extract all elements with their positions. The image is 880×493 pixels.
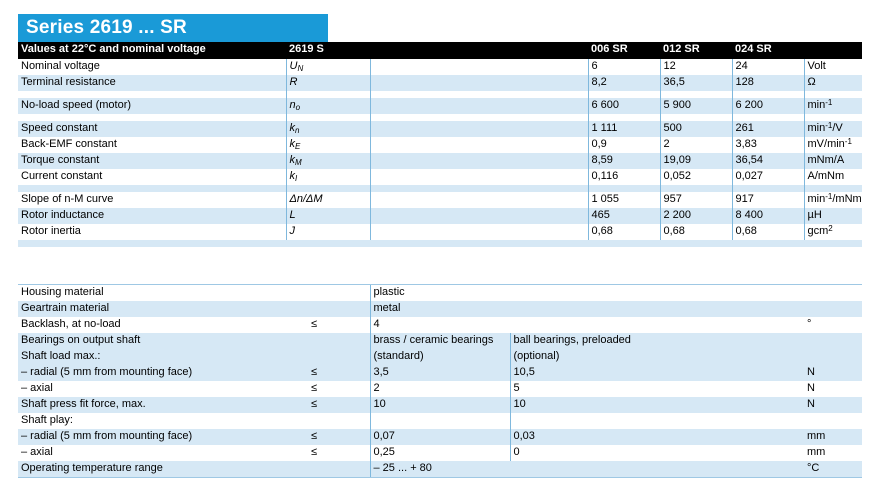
spacer-cell bbox=[18, 185, 286, 192]
value-024sr: 0,027 bbox=[732, 169, 804, 185]
table-header-row bbox=[18, 42, 862, 59]
table-separator-gap bbox=[18, 260, 862, 284]
spacer-cell bbox=[286, 185, 370, 192]
value-024sr: 917 bbox=[732, 192, 804, 208]
motor-values-table bbox=[18, 42, 862, 247]
row-unit: mNm/A bbox=[804, 153, 862, 169]
table-row bbox=[18, 121, 862, 137]
row-label: Terminal resistance bbox=[18, 75, 286, 91]
spec-label: Shaft press fit force, max. bbox=[18, 397, 308, 413]
spec-label: Shaft play: bbox=[18, 413, 308, 429]
spacer-cell bbox=[732, 240, 804, 247]
page-title-bar bbox=[18, 14, 328, 42]
spec-value-standard: 3,5 bbox=[370, 365, 510, 381]
table-row bbox=[18, 461, 862, 478]
value-012sr: 36,5 bbox=[660, 75, 732, 91]
table-row bbox=[18, 429, 862, 445]
spacer-cell bbox=[660, 91, 732, 98]
table-row bbox=[18, 153, 862, 169]
row-label: Rotor inertia bbox=[18, 224, 286, 240]
header-values: Values at 22°C and nominal voltage bbox=[18, 42, 286, 59]
page-title: Series 2619 ... SR bbox=[26, 17, 187, 38]
spacer-cell bbox=[588, 185, 660, 192]
row-label: Slope of n-M curve bbox=[18, 192, 286, 208]
table-row bbox=[18, 98, 862, 114]
row-symbol: L bbox=[286, 208, 370, 224]
spacer-cell bbox=[660, 114, 732, 121]
value-006sr: 8,59 bbox=[588, 153, 660, 169]
value-012sr: 2 200 bbox=[660, 208, 732, 224]
table-row bbox=[18, 192, 862, 208]
row-spacer bbox=[370, 192, 588, 208]
row-symbol: Δn/ΔM bbox=[286, 192, 370, 208]
table-row bbox=[18, 365, 862, 381]
value-024sr: 36,54 bbox=[732, 153, 804, 169]
spec-unit bbox=[804, 349, 862, 365]
spec-value-optional: 10 bbox=[510, 397, 804, 413]
spec-unit bbox=[804, 413, 862, 429]
table-row bbox=[18, 317, 862, 333]
spec-value-optional: 0 bbox=[510, 445, 804, 461]
spec-label: Housing material bbox=[18, 285, 308, 302]
row-spacer bbox=[370, 137, 588, 153]
value-012sr: 500 bbox=[660, 121, 732, 137]
header-024sr: 024 SR bbox=[732, 42, 804, 59]
row-label: Nominal voltage bbox=[18, 59, 286, 75]
spacer-cell bbox=[732, 185, 804, 192]
spec-operator: ≤ bbox=[308, 445, 370, 461]
value-024sr: 8 400 bbox=[732, 208, 804, 224]
row-spacer bbox=[370, 169, 588, 185]
row-symbol: kI bbox=[286, 169, 370, 185]
spec-value-standard: plastic bbox=[370, 285, 510, 302]
table-row bbox=[18, 208, 862, 224]
spacer-cell bbox=[660, 240, 732, 247]
row-unit: gcm$^2$ bbox=[804, 224, 862, 240]
value-006sr: 0,9 bbox=[588, 137, 660, 153]
spec-operator bbox=[308, 333, 370, 349]
spec-value-optional: 10,5 bbox=[510, 365, 804, 381]
table-row bbox=[18, 445, 862, 461]
spec-value-optional bbox=[510, 285, 804, 302]
spec-label: – axial bbox=[18, 381, 308, 397]
value-012sr: 957 bbox=[660, 192, 732, 208]
spec-operator: ≤ bbox=[308, 365, 370, 381]
row-symbol: J bbox=[286, 224, 370, 240]
value-024sr: 0,68 bbox=[732, 224, 804, 240]
value-006sr: 465 bbox=[588, 208, 660, 224]
spec-value-standard: 10 bbox=[370, 397, 510, 413]
table-row bbox=[18, 169, 862, 185]
spacer-cell bbox=[286, 240, 370, 247]
spec-label: Shaft load max.: bbox=[18, 349, 308, 365]
value-012sr: 5 900 bbox=[660, 98, 732, 114]
table-row bbox=[18, 224, 862, 240]
value-006sr: 8,2 bbox=[588, 75, 660, 91]
row-unit: $\min^{-1}$ bbox=[804, 98, 862, 114]
header-006sr: 006 SR bbox=[588, 42, 660, 59]
row-unit: A/mNm bbox=[804, 169, 862, 185]
spec-label: Bearings on output shaft bbox=[18, 333, 308, 349]
spec-unit bbox=[804, 301, 862, 317]
spec-value-optional: (optional) bbox=[510, 349, 804, 365]
spec-value-standard: 0,25 bbox=[370, 445, 510, 461]
spec-value-standard bbox=[370, 413, 510, 429]
value-012sr: 2 bbox=[660, 137, 732, 153]
row-label: Rotor inductance bbox=[18, 208, 286, 224]
spec-operator bbox=[308, 349, 370, 365]
value-006sr: 0,68 bbox=[588, 224, 660, 240]
spec-operator bbox=[308, 413, 370, 429]
row-label: Current constant bbox=[18, 169, 286, 185]
spec-value-optional bbox=[510, 317, 804, 333]
spec-label: – radial (5 mm from mounting face) bbox=[18, 429, 308, 445]
value-006sr: 1 055 bbox=[588, 192, 660, 208]
spacer-row bbox=[18, 185, 862, 192]
spec-unit: °C bbox=[804, 461, 862, 478]
value-012sr: 0,052 bbox=[660, 169, 732, 185]
header-unit bbox=[804, 42, 862, 59]
spec-label: – radial (5 mm from mounting face) bbox=[18, 365, 308, 381]
value-024sr: 261 bbox=[732, 121, 804, 137]
spec-label: – axial bbox=[18, 445, 308, 461]
row-label: Speed constant bbox=[18, 121, 286, 137]
spec-operator bbox=[308, 301, 370, 317]
spacer-cell bbox=[370, 240, 588, 247]
value-006sr: 6 600 bbox=[588, 98, 660, 114]
table-row bbox=[18, 397, 862, 413]
table-row bbox=[18, 333, 862, 349]
spec-value-optional: 5 bbox=[510, 381, 804, 397]
row-unit: Volt bbox=[804, 59, 862, 75]
spec-value-standard: 2 bbox=[370, 381, 510, 397]
row-symbol: kn bbox=[286, 121, 370, 137]
spec-operator: ≤ bbox=[308, 381, 370, 397]
spec-value-optional bbox=[510, 461, 804, 478]
value-012sr: 12 bbox=[660, 59, 732, 75]
spec-unit bbox=[804, 333, 862, 349]
row-label: Torque constant bbox=[18, 153, 286, 169]
spec-operator bbox=[308, 285, 370, 302]
gearhead-specs-table bbox=[18, 284, 862, 478]
spec-value-standard: 0,07 bbox=[370, 429, 510, 445]
spec-value-standard: brass / ceramic bearings bbox=[370, 333, 510, 349]
spec-value-optional bbox=[510, 413, 804, 429]
table-row bbox=[18, 301, 862, 317]
spec-value-optional: ball bearings, preloaded bbox=[510, 333, 804, 349]
spacer-cell bbox=[660, 185, 732, 192]
spacer-row bbox=[18, 91, 862, 98]
spec-label: Backlash, at no-load bbox=[18, 317, 308, 333]
table-row bbox=[18, 59, 862, 75]
row-spacer bbox=[370, 208, 588, 224]
spacer-row bbox=[18, 114, 862, 121]
spacer-cell bbox=[804, 240, 862, 247]
spec-unit: N bbox=[804, 397, 862, 413]
spacer-cell bbox=[732, 91, 804, 98]
spacer-cell bbox=[370, 91, 588, 98]
spec-value-standard: (standard) bbox=[370, 349, 510, 365]
value-012sr: 19,09 bbox=[660, 153, 732, 169]
value-012sr: 0,68 bbox=[660, 224, 732, 240]
table-row bbox=[18, 413, 862, 429]
spec-unit: mm bbox=[804, 445, 862, 461]
value-024sr: 128 bbox=[732, 75, 804, 91]
spec-value-standard: 4 bbox=[370, 317, 510, 333]
value-006sr: 6 bbox=[588, 59, 660, 75]
row-spacer bbox=[370, 224, 588, 240]
row-unit: µH bbox=[804, 208, 862, 224]
value-006sr: 1 111 bbox=[588, 121, 660, 137]
spec-operator: ≤ bbox=[308, 397, 370, 413]
row-unit: $mV/\min^{-1}$ bbox=[804, 137, 862, 153]
row-spacer bbox=[370, 121, 588, 137]
spec-value-optional: 0,03 bbox=[510, 429, 804, 445]
spacer-cell bbox=[804, 185, 862, 192]
value-024sr: 24 bbox=[732, 59, 804, 75]
value-024sr: 6 200 bbox=[732, 98, 804, 114]
spacer-cell bbox=[370, 185, 588, 192]
spec-unit: ° bbox=[804, 317, 862, 333]
table-row bbox=[18, 75, 862, 91]
spec-value-standard: – 25 ... + 80 bbox=[370, 461, 510, 478]
spec-operator: ≤ bbox=[308, 429, 370, 445]
row-symbol: kE bbox=[286, 137, 370, 153]
table-row bbox=[18, 285, 862, 302]
spacer-cell bbox=[370, 114, 588, 121]
row-unit: $\min^{-1}$/mNm bbox=[804, 192, 862, 208]
row-unit: Ω bbox=[804, 75, 862, 91]
table-row bbox=[18, 349, 862, 365]
header-blank bbox=[370, 42, 588, 59]
spec-operator: ≤ bbox=[308, 317, 370, 333]
row-label: Back-EMF constant bbox=[18, 137, 286, 153]
value-006sr: 0,116 bbox=[588, 169, 660, 185]
spacer-cell bbox=[588, 91, 660, 98]
header-012sr: 012 SR bbox=[660, 42, 732, 59]
spec-unit bbox=[804, 285, 862, 302]
spec-label: Operating temperature range bbox=[18, 461, 308, 478]
spec-unit: N bbox=[804, 381, 862, 397]
row-symbol: R bbox=[286, 75, 370, 91]
spacer-cell bbox=[804, 114, 862, 121]
spec-unit: N bbox=[804, 365, 862, 381]
spacer-cell bbox=[286, 114, 370, 121]
row-unit: $\min^{-1}/V$ bbox=[804, 121, 862, 137]
spacer-cell bbox=[18, 240, 286, 247]
row-spacer bbox=[370, 153, 588, 169]
spec-operator bbox=[308, 461, 370, 478]
table-row bbox=[18, 381, 862, 397]
spacer-cell bbox=[732, 114, 804, 121]
spec-value-standard: metal bbox=[370, 301, 510, 317]
value-024sr: 3,83 bbox=[732, 137, 804, 153]
row-spacer bbox=[370, 75, 588, 91]
spacer-cell bbox=[18, 91, 286, 98]
row-symbol: UN bbox=[286, 59, 370, 75]
spec-label: Geartrain material bbox=[18, 301, 308, 317]
row-spacer bbox=[370, 59, 588, 75]
spacer-cell bbox=[18, 114, 286, 121]
spacer-cell bbox=[286, 91, 370, 98]
table-row bbox=[18, 137, 862, 153]
row-label: No-load speed (motor) bbox=[18, 98, 286, 114]
spec-unit: mm bbox=[804, 429, 862, 445]
spacer-row bbox=[18, 240, 862, 247]
spacer-cell bbox=[588, 114, 660, 121]
spec-value-optional bbox=[510, 301, 804, 317]
header-series: 2619 S bbox=[286, 42, 370, 59]
row-symbol: no bbox=[286, 98, 370, 114]
spacer-cell bbox=[804, 91, 862, 98]
row-symbol: kM bbox=[286, 153, 370, 169]
row-spacer bbox=[370, 98, 588, 114]
spacer-cell bbox=[588, 240, 660, 247]
